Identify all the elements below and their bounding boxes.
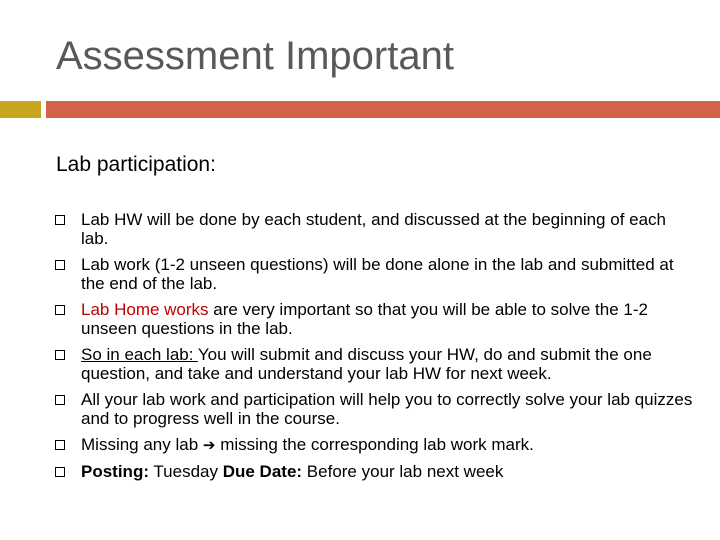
list-item <box>55 435 695 455</box>
list-item <box>55 462 695 481</box>
highlight-text: Lab Home works <box>81 300 209 319</box>
accent-square <box>0 101 41 118</box>
bullet-text: You will submit and discuss your HW, do and submit the one question, and take and understand your lab HW for next week. <box>81 345 652 383</box>
square-bullet-icon <box>55 215 65 225</box>
underlined-text: So in each lab: <box>81 345 198 364</box>
arrow-right-icon: ➔ <box>202 437 216 454</box>
bullet-text: are very important so that you will be able to solve the 1-2 unseen questions in the lab. <box>81 300 648 338</box>
list-item <box>55 390 695 428</box>
list-item <box>55 210 695 248</box>
list-item <box>55 255 695 293</box>
square-bullet-icon <box>55 260 65 270</box>
list-item <box>55 300 695 338</box>
posting-label: Posting: <box>81 462 149 481</box>
square-bullet-icon <box>55 467 65 477</box>
square-bullet-icon <box>55 305 65 315</box>
bullet-text: All your lab work and participation will help you to correctly solve your lab quizzes and to progress well in the course. <box>81 390 693 428</box>
bullet-list <box>55 210 695 488</box>
due-date-value: Before your lab next week <box>302 462 504 481</box>
posting-value: Tuesday <box>149 462 223 481</box>
square-bullet-icon <box>55 350 65 360</box>
slide-title: Assessment Important <box>56 34 454 78</box>
square-bullet-icon <box>55 440 65 450</box>
bullet-text: missing the corresponding lab work mark. <box>215 435 534 454</box>
bullet-text: Lab work (1-2 unseen questions) will be done alone in the lab and submitted at the end of the lab. <box>81 255 674 293</box>
square-bullet-icon <box>55 395 65 405</box>
accent-bar <box>46 101 720 118</box>
due-date-label: Due Date: <box>222 462 303 481</box>
list-item <box>55 345 695 383</box>
bullet-text: Lab HW will be done by each student, and discussed at the beginning of each lab. <box>81 210 666 248</box>
bullet-text: Missing any lab <box>81 435 203 454</box>
section-heading: Lab participation: <box>56 153 216 176</box>
